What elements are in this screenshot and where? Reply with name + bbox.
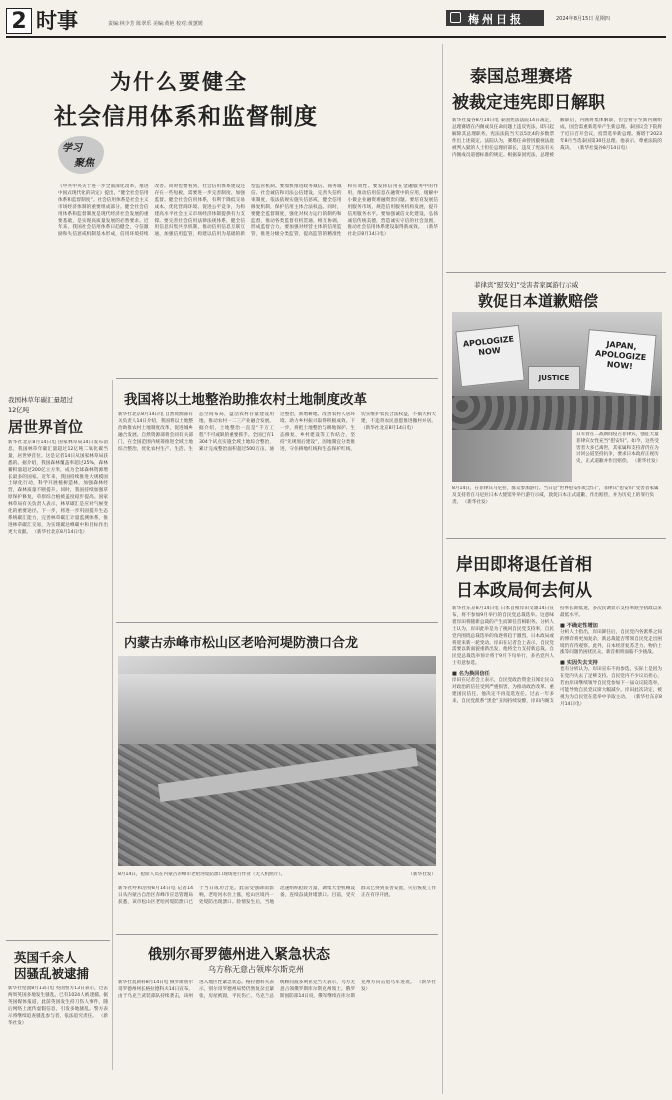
page-number: 2 xyxy=(11,9,27,34)
kishida-body: 新华社东京8月14日电 日本首相岸田文雄14日宣布，将不参加9月举行的自民党总裁选举。这意味着岸田将随新总裁的产生而卸任首相职务。分析人士认为，岸田此举是为了挽回自民党支持率，自民党内围绕总裁选举的角逐将趋于激烈，日本政局或将迎来新一轮变动。岸田在记者会上表示，自民党需要以新面貌重新出发，他将全力支持新总裁。自民党总裁选举预计将于9月下旬举行，多名党内人士有意参选。 ■ 名为换回信任 岸田在记者会上表示，自民党政治资金丑闻让民众对政治的信任受到严重损害，为推动政治改革、重建国民信任，他决定不再竞选连任。过去一年多来，自民党派系“黑金”丑闻持续发酵，岸田内阁支持率长期低迷，多次民调显示支持率跌至执政以来最低水平。 ■ 不确定性增加 分析人士指出，岸田卸任后，自民党内各派系之间的博弈将更加复杂，新总裁能否带领自民党走出困境仍有待观察。此外，日本经济复苏乏力、物价上涨等问题仍困扰民众，新首相将面临不少挑战。 ■ 实因失去支持 也有分析认为，岸田宣布不再参选，实际上是因为在党内失去了足够支持。自民党内不少议员担心，若由岸田继续领导自民党参加下一届众议院选举，可能导致自民党议席大幅减少。岸田此次决定，被视为为自民党在选举中争取主动。 （新华社东京8月14日电） xyxy=(452,606,662,707)
thai-title-line1: 泰国总理赛塔 xyxy=(470,67,572,87)
protest-sign-3 xyxy=(528,366,580,390)
protest-title: 敦促日本道歉赔偿 xyxy=(478,292,599,310)
forest-body: 新华社北京8月14日电 国家林草局14日发布消息，我国林草年碳汇量超过12亿吨二氧化碳当量，居世界首位。这是记者14日从国家林草局获悉的。据介绍，我国森林覆盖率超过25%，森林蓄积量超过200亿立方米，成为全球森林资源增长最多的国家。近年来，我国持续推进大规模国土绿化行动，科学开展植树造林，加强森林经营，森林质量不断提升。同时，我国持续加强草原保护修复，草原综合植被盖度稳步提高。国家林草局有关负责人表示，林草碳汇是应对气候变化的重要途径。下一步，将进一步巩固提升生态系统碳汇能力，完善林草碳汇计量监测体系，推进林草碳汇交易，为实现碳达峰碳中和目标作出更大贡献。 （新华社北京8月14日电） xyxy=(8,440,108,535)
protest-sign-1-text: APOLOGIZE NOW xyxy=(462,334,515,358)
protest-kicker: 菲律宾“慰安妇”受害者家属游行示威 xyxy=(474,281,579,289)
protest-sign-2 xyxy=(583,329,656,397)
editor-credits: 责编:林少芳 陈翠乐 美编:黄艳 校对:黄蕙媛 xyxy=(108,21,203,27)
protest-sign-3-text: JUSTICE xyxy=(538,374,570,382)
protest-photo xyxy=(452,312,662,430)
land-top-rule xyxy=(116,378,438,379)
russia-body: 新华社莫斯科8月14日电 俄罗斯别尔哥罗德州州长格拉德科夫14日宣布，由于乌克兰武装部队持续袭击，该州进入地区性紧急状态。格拉德科夫表示，别尔哥罗德州局势仍然复杂且紧张，房屋被毁，平民伤亡。乌克兰总统顾问波多利亚克当天表示，乌方无意占领俄罗斯库尔斯克州领土。俄罗斯国防部14日说，俄军继续在库尔斯克州方向击退乌军进攻。 （新华社发） xyxy=(118,980,436,999)
thai-bottom-rule xyxy=(446,272,666,273)
russia-subtitle: 乌方称无意占领库尔斯克州 xyxy=(208,965,304,974)
badge-line2: 聚焦 xyxy=(74,158,94,169)
credit-title-line1: 为什么要健全 xyxy=(110,69,248,94)
protest-photo-inset xyxy=(452,430,572,482)
dam-bottom-rule xyxy=(116,934,438,935)
badge-line1: 学习 xyxy=(62,143,82,154)
kishida-sub3: ■ 实因失去支持 xyxy=(560,660,598,667)
protest-side-caption: 日军曾在二战期间侵占菲律宾，强征大量菲律宾女性充当“慰安妇”。如今，这些受害者大多已离世，其家属和支持者仍在为讨回公道坚持抗争，要求日本政府正视历史，正式道歉并作出赔偿。 （新华社发） xyxy=(576,432,661,465)
land-body: 新华社北京8月14日电 自然资源部有关负责人14日介绍，我国将以土地整治助推农村土地制度改革，促进城乡融合发展。自然资源部将会同有关部门，在全国范围内统筹推进全域土地综合整治，优化农村生产、生活、生态空间布局，盘活农村存量建设用地，推动农村一二三产业融合发展。据介绍，土地整治一直是“千万工程”不可或缺的重要抓手。全国已有1304个试点实施全域土地综合整治，累计完成整治面积超过500万亩。通过整治，新增耕地、改善农村人居环境、助力乡村振兴取得积极成效。下一步，将把土地整治与耕地保护、生态修复、乡村建设等工作结合，坚持“先规划后建设”，因地制宜分类推进，守住耕地红线和生态保护红线，切实维护农民合法权益，不搞大拆大建，不违背农民意愿推进撤村并居。 （新华社北京8月14日电） xyxy=(118,412,436,452)
credit-body: 《中共中央关于进一步全面深化改革、推进中国式现代化的决定》提出，“健全社会信用体系和监督制度”。社会信用体系是社会主义市场经济体制的重要组成部分。健全社会信用体系和监督制度是现代经济社会发展的重要基础，是实现高质量发展的必然要求。近年来，我国社会信用体系日趋健全，守信激励和失信惩戒机制基本形成，信用环境持续改善。同时也要看到，社会信用体系建设还存在一些短板，需要进一步完善制度、加强监督。健全社会信用体系，有利于降低交易成本、优化营商环境、促进公平竞争，为构建高水平社会主义市场经济体制提供有力支撑。要完善社会信用法律法规体系，健全信用信息归集共享机制，推动信用信息互联互通，加强信用监管，构建以信用为基础的新型监管机制。要加快推进政务诚信、商务诚信、社会诚信和司法公信建设，完善失信约束制度，依法依规实施失信惩戒，健全信用修复机制，保护信用主体合法权益。同时，要健全监督制度，强化对权力运行的制约和监督，推动各类监督有机贯通、相互协调，形成监督合力。要加强对经营主体的信用监管，推进分级分类监管，提高监管的精准性和有效性。要发挥信用在金融服务中的作用，推动信用信息在融资中的应用，缓解中小微企业融资难融资贵问题。要培育发展信用服务市场，规范信用服务机构发展，提升信用服务水平。要加强诚信文化建设，弘扬诚信传统美德，营造诚实守信的社会氛围，推动社会信用体系建设取得新成效。 （新华社北京8月14日电） xyxy=(58,184,438,238)
thai-body: 新华社曼谷8月14日电 泰国宪法法院14日裁定，总理赛塔在内阁成员任命问题上违反宪法，即日起解除其总理职务。宪法法院当天以5比4的多数票作出上述裁定。法院认为，赛塔任命曾因藐视法庭被判入狱的人士担任总理府部长，违反了宪法有关内阁成员道德标准的规定。根据泰国宪法，总理被解职后，内阁将集体解职，但会看守至新内阁组成。国会需重新选举产生新总理。泰国议会下院将于近日召开会议，投票选举新总理。赛塔于2023年8月当选泰国第30任总理。他表示，尊重法院的裁决。 （新华社曼谷8月14日电） xyxy=(452,118,662,158)
thai-title-line2: 被裁定违宪即日解职 xyxy=(452,93,605,113)
land-title: 我国将以土地整治助推农村土地制度改革 xyxy=(124,392,367,408)
protest-caption: 8月14日，在菲律宾马尼拉，群众参加游行。当日是“世界慰安妇纪念日”，菲律宾“慰安妇”受害者家属及支持者在马尼拉日本大使馆外举行游行示威，敦促日本正式道歉、作出赔偿，并为历史上的罪行负责。 （新华社发） xyxy=(452,486,659,505)
dam-body: 新华社呼和浩特8月14日电 记者14日从内蒙古自治区赤峰市应急管理局获悉，该市松山区老哈河堤防溃口已于当日成功合龙。此前受强降雨影响，老哈河水位上涨，松山区境内一处堤防出现溃口。险情发生后，当地迅速组织抢险力量，调集大型机械设备，连续奋战封堵溃口。目前，受灾群众已得到妥善安置，灾后恢复工作正在有序开展。 xyxy=(118,886,436,905)
protest-crowd xyxy=(452,396,662,430)
uk-title-line1: 英国千余人 xyxy=(14,950,77,965)
masthead-rule xyxy=(6,36,666,38)
dam-photo xyxy=(118,656,436,866)
forest-title-big: 居世界首位 xyxy=(8,418,84,436)
dam-caption: 8月14日，抢险人员在内蒙古赤峰市老哈河堤防溃口现场进行作业（无人机照片）。 （新华社发） xyxy=(118,872,436,877)
dam-water xyxy=(118,674,436,744)
protest-sign-2-text: JAPAN, APOLOGIZE NOW! xyxy=(594,339,647,372)
section-name: 时事 xyxy=(36,9,78,33)
paper-name: 梅州日报 xyxy=(468,13,524,26)
right-column-rule xyxy=(442,44,443,1094)
uk-body: 新华社伦敦8月13日电 英国警方13日表示，过去两周英国多地发生骚乱，已有1024人被逮捕。据英国媒体报道，此前英国发生持刀伤人事件，随后网络上流传虚假信息，引发多地骚乱。警方表示将继续追查骚乱参与者，依法追究责任。 （新华社发） xyxy=(8,986,108,1026)
issue-date: 2024年8月15日 星期四 xyxy=(556,16,610,22)
dam-title: 内蒙古赤峰市松山区老哈河堤防溃口合龙 xyxy=(124,636,359,651)
forest-title-line1: 我国林草年碳汇量超过 xyxy=(8,396,73,404)
protest-sign-1 xyxy=(455,325,525,387)
paper-logo-icon xyxy=(450,12,461,23)
study-focus-badge xyxy=(58,136,104,174)
left-column-rule xyxy=(112,380,113,1070)
russia-title: 俄别尔哥罗德州进入紧急状态 xyxy=(148,947,330,963)
kishida-title-line2: 日本政局何去何从 xyxy=(456,581,592,601)
page-number-box xyxy=(6,8,32,34)
kishida-sub2: ■ 不确定性增加 xyxy=(560,622,598,629)
kishida-title-line1: 岸田即将退任首相 xyxy=(456,555,592,575)
kishida-sub1: ■ 名为换回信任 xyxy=(452,671,490,678)
paper-name-box xyxy=(446,10,544,26)
credit-title-line2: 社会信用体系和监督制度 xyxy=(54,103,318,130)
uk-title-line2: 因骚乱被逮捕 xyxy=(14,966,90,981)
protest-bottom-rule xyxy=(446,538,666,539)
forest-bottom-rule xyxy=(6,940,110,941)
forest-title-line2: 12亿吨 xyxy=(8,406,30,414)
land-bottom-rule xyxy=(116,622,438,623)
